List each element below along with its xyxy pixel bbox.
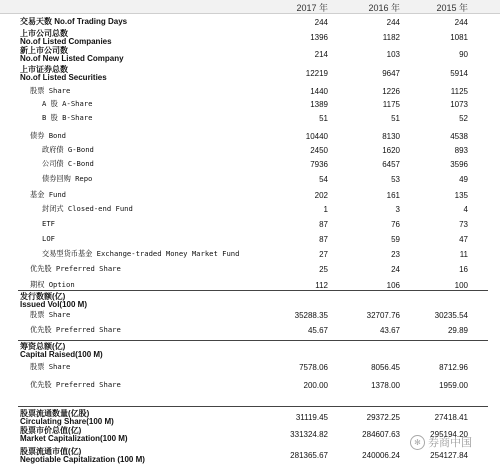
cell-value: 106 [386,281,400,290]
cell-value: 284607.63 [362,430,400,439]
cell-value: 51 [391,114,400,123]
cell-value: 59 [391,235,400,244]
row-label: 交易型货币基金 Exchange-traded Money Market Fund [42,249,240,258]
cell-value: 3596 [450,160,468,169]
cell-value: 893 [454,146,468,155]
table-row [0,65,500,82]
cell-value: 27418.41 [434,413,468,422]
cell-value: 5914 [450,69,468,78]
table-row [0,100,500,113]
table-row [0,409,500,426]
table-row [0,265,500,278]
table-row [0,29,500,46]
table-row [0,191,500,204]
cell-value: 4 [463,205,468,214]
cell-value: 7578.06 [299,363,328,372]
cell-value: 35288.35 [294,311,328,320]
table-row [0,342,500,359]
cell-value: 3 [395,205,400,214]
table-row [0,363,500,376]
cell-value: 9647 [382,69,400,78]
cell-value: 47 [459,235,468,244]
cell-value: 87 [319,220,328,229]
cell-value: 8056.45 [371,363,400,372]
row-label: 股票流通市值(亿) Negotiable Capitalization (100 M) [20,447,145,464]
row-label: 上市证券总数 No.of Listed Securities [20,65,107,82]
cell-value: 100 [454,281,468,290]
cell-value: 87 [319,235,328,244]
cell-value: 30235.54 [434,311,468,320]
cell-value: 32707.76 [366,311,400,320]
table-row [0,292,500,309]
table-row [0,250,500,263]
row-label: 交易天数 No.of Trading Days [20,17,128,26]
year-2017: 2017 年 [296,3,328,13]
row-label: 筹资总额(亿) Capital Raised(100 M) [20,342,103,359]
cell-value: 8712.96 [439,363,468,372]
cell-value: 135 [454,191,468,200]
cell-value: 24 [391,265,400,274]
cell-value: 1182 [382,33,400,42]
row-label: LOF [42,234,55,243]
cell-value: 1 [323,205,328,214]
row-label: 优先股 Preferred Share [30,325,121,334]
year-header [0,0,500,14]
cell-value: 8130 [382,132,400,141]
cell-value: 4538 [450,132,468,141]
cell-value: 103 [386,50,400,59]
cell-value: 240006.24 [362,451,400,460]
table-row [0,46,500,63]
row-label: A 股 A-Share [42,99,93,108]
row-label: 股票 Share [30,362,71,371]
table-row [0,146,500,159]
cell-value: 161 [386,191,400,200]
row-label: 新上市公司数 No.of New Listed Company [20,46,124,63]
section-divider [18,340,488,341]
table-row [0,132,500,145]
cell-value: 1396 [310,33,328,42]
cell-value: 1175 [382,100,400,109]
cell-value: 12219 [305,69,328,78]
cell-value: 45.67 [307,326,328,335]
cell-value: 112 [315,281,328,290]
cell-value: 2450 [310,146,328,155]
row-label: ETF [42,219,55,228]
cell-value: 90 [459,50,468,59]
cell-value: 1125 [450,87,468,96]
cell-value: 202 [314,191,328,200]
row-label: 股票 Share [30,86,71,95]
cell-value: 244 [454,18,468,27]
cell-value: 16 [459,265,468,274]
row-label: 基金 Fund [30,190,67,199]
section-divider [18,290,488,291]
cell-value: 29.89 [447,326,468,335]
row-label: 政府债 G-Bond [42,145,94,154]
row-label: 债券回购 Repo [42,174,93,183]
cell-value: 10440 [305,132,328,141]
cell-value: 1226 [382,87,400,96]
row-label: 股票流通数量(亿股) Circulating Share(100 M) [20,409,114,426]
cell-value: 31119.45 [295,413,328,422]
cell-value: 254127.84 [430,451,468,460]
cell-value: 11 [459,250,468,259]
cell-value: 1073 [450,100,468,109]
cell-value: 200.00 [303,381,328,390]
cell-value: 7936 [310,160,328,169]
cell-value: 29372.25 [366,413,400,422]
cell-value: 1620 [382,146,400,155]
table-row [0,175,500,188]
cell-value: 52 [459,114,468,123]
cell-value: 6457 [382,160,400,169]
cell-value: 25 [319,265,328,274]
row-label: B 股 B-Share [42,113,93,122]
row-label: 期权 Option [30,280,75,289]
row-label: 公司债 C-Bond [42,159,94,168]
cell-value: 23 [391,250,400,259]
row-label: 发行数额(亿) Issued Vol(100 M) [20,292,87,309]
cell-value: 53 [391,175,400,184]
year-2015: 2015 年 [436,3,468,13]
cell-value: 1959.00 [439,381,468,390]
cell-value: 244 [386,18,400,27]
cell-value: 73 [459,220,468,229]
cell-value: 1440 [310,87,328,96]
row-label: 优先股 Preferred Share [30,264,121,273]
table-row [0,220,500,233]
row-label: 优先股 Preferred Share [30,380,121,389]
table-row [0,205,500,218]
cell-value: 1081 [450,33,468,42]
table-row [0,160,500,173]
cell-value: 1378.00 [371,381,400,390]
cell-value: 27 [319,250,328,259]
table-row [0,114,500,127]
table-row [0,381,500,394]
cell-value: 295194.20 [430,430,468,439]
watermark-icon: ✻ [410,435,425,450]
cell-value: 49 [459,175,468,184]
cell-value: 76 [391,220,400,229]
cell-value: 331324.82 [290,430,328,439]
cell-value: 51 [319,114,328,123]
section-divider [18,406,488,407]
table-row [0,326,500,339]
row-label: 封闭式 Closed-end Fund [42,204,133,213]
cell-value: 54 [319,175,328,184]
cell-value: 1389 [310,100,328,109]
cell-value: 244 [314,18,328,27]
table-row [0,235,500,248]
year-2016: 2016 年 [368,3,400,13]
watermark-text: 券商中国 [428,437,472,449]
watermark [410,434,472,450]
row-label: 债券 Bond [30,131,67,140]
cell-value: 43.67 [379,326,400,335]
row-label: 上市公司总数 No.of Listed Companies [20,29,112,46]
cell-value: 214 [314,50,328,59]
cell-value: 281365.67 [290,451,328,460]
table-row [0,311,500,324]
row-label: 股票 Share [30,310,71,319]
row-label: 股票市价总值(亿) Market Capitalization(100 M) [20,426,128,443]
